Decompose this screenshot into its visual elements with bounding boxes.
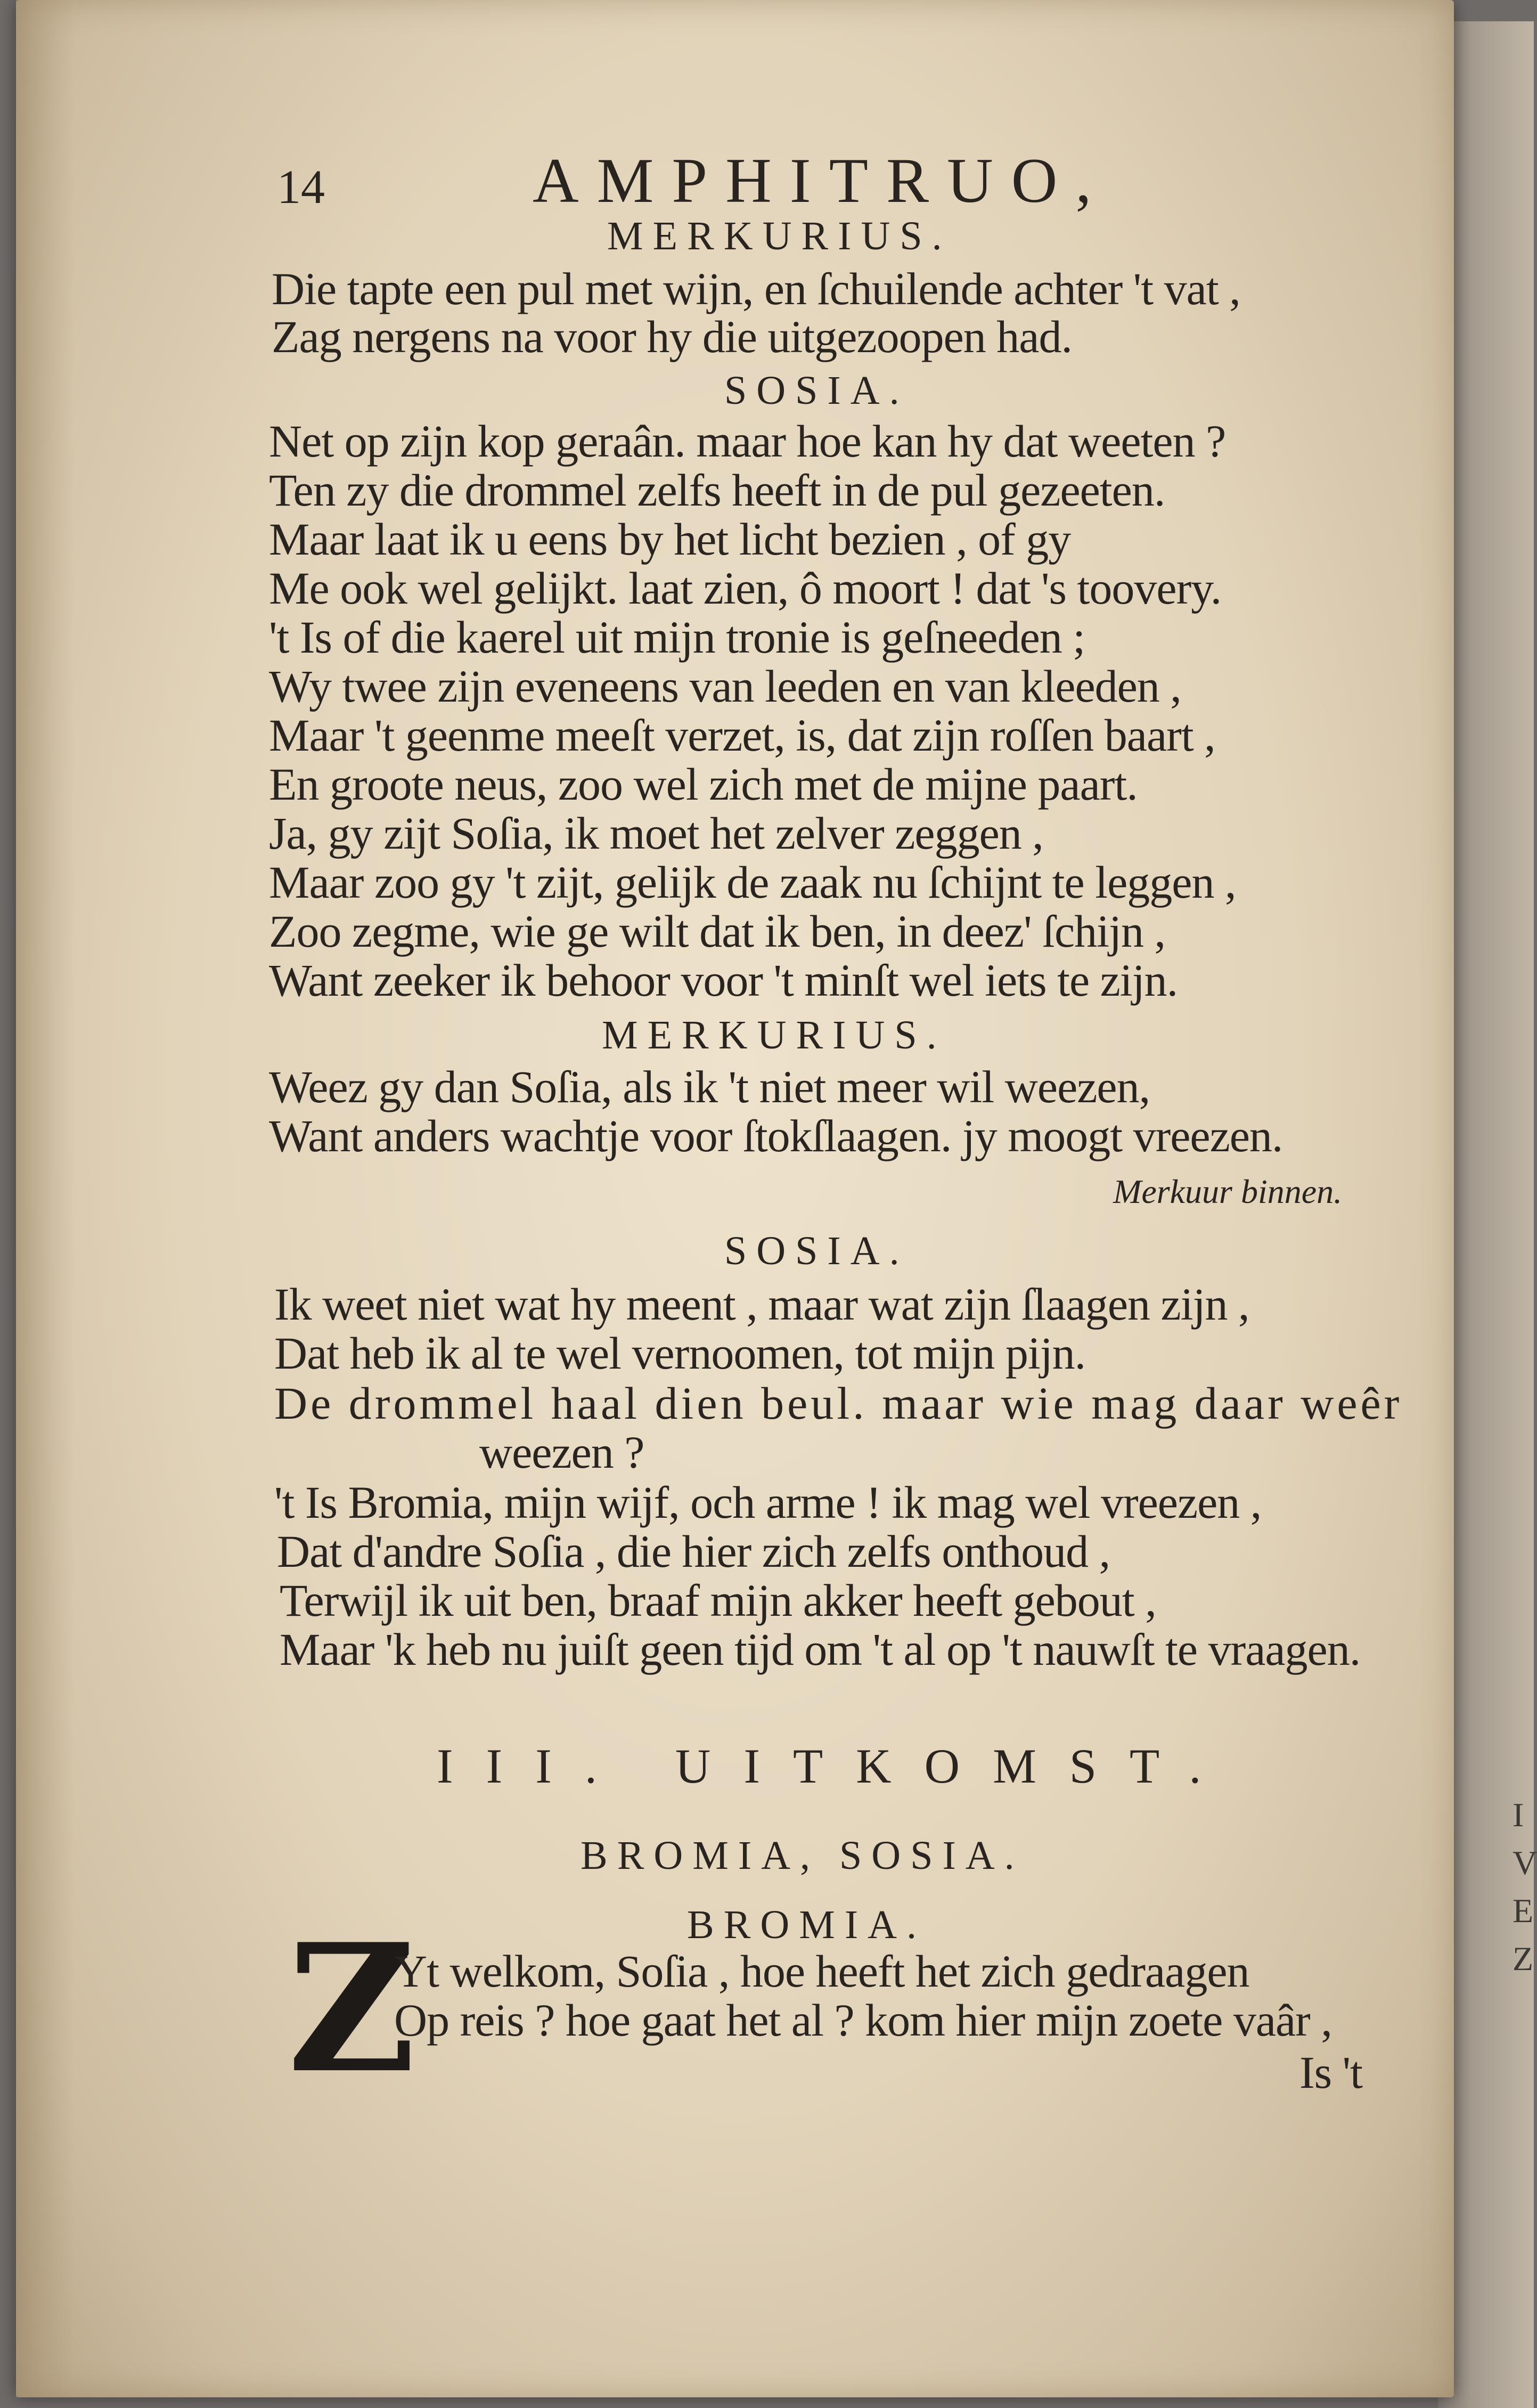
verse-line: Terwijl ik uit ben, braaf mijn akker heeft gebout , [280,1575,1156,1626]
adjacent-page-letter: Z [1513,1940,1534,1978]
adjacent-page-letter: V [1513,1844,1537,1882]
verse-line: Net op zijn kop geraân. maar hoe kan hy dat weeten ? [269,416,1226,467]
verse-line: Ja, gy zijt Soſia, ik moet het zelver zeggen , [269,808,1043,859]
adjacent-page-letter: I [1513,1796,1524,1834]
verse-line: Maar 't geenme meeſt verzet, is, dat zijn roſſen baart , [269,710,1215,761]
speaker-heading: SOSIA. [724,368,909,413]
verse-line: Wy twee zijn eveneens van leeden en van kleeden , [269,661,1181,712]
verse-line: Zoo zegme, wie ge wilt dat ik ben, in deez' ſchijn , [269,906,1165,957]
verse-line: Maar laat ik u eens by het licht bezien , of gy [269,514,1071,565]
scene-title: III. UITKOMST. [437,1739,1234,1793]
verse-line-continuation: weezen ? [479,1427,644,1478]
stage-direction: Merkuur binnen. [1113,1173,1343,1210]
catchword: Is 't [1299,2047,1362,2098]
adjacent-page-letter: E [1513,1892,1534,1930]
drop-cap: Z [288,1905,416,2112]
verse-line: Want anders wachtje voor ſtokſlaagen. jy moogt vreezen. [269,1110,1283,1161]
verse-line: Yt welkom, Soſia , hoe heeft het zich gedraagen [394,1946,1249,1997]
verse-line: Ten zy die drommel zelfs heeft in de pul gezeeten. [269,465,1165,516]
speaker-heading: BROMIA. [687,1902,927,1947]
verse-line: Maar zoo gy 't zijt, gelijk de zaak nu ſchijnt te leggen , [269,857,1236,908]
verse-line: Want zeeker ik behoor voor 't minſt wel iets te zijn. [269,955,1178,1006]
verse-line: De drommel haal dien beul. maar wie mag daar weêr [274,1378,1403,1429]
verse-line: Zag nergens na voor hy die uitgezoopen had. [272,311,1072,362]
verse-line: Op reis ? hoe gaat het al ? kom hier mijn zoete vaâr , [394,1995,1332,2046]
verse-line: 't Is Bromia, mijn wijf, och arme ! ik mag wel vreezen , [274,1477,1262,1528]
running-head: AMPHITRUO, [533,145,1110,216]
verse-line: Maar 'k heb nu juiſt geen tijd om 't al op 't nauwſt te vraagen. [280,1624,1361,1675]
verse-line: Die tapte een pul met wijn, en ſchuilende achter 't vat , [272,263,1240,314]
verse-line: Weez gy dan Soſia, als ik 't niet meer wil weezen, [269,1061,1150,1112]
verse-line: Dat heb ik al te wel vernoomen, tot mijn pijn. [274,1328,1086,1379]
page-number: 14 [277,161,325,214]
speaker-heading: MERKURIUS. [602,1013,946,1057]
verse-line: Ik weet niet wat hy meent , maar wat zijn ſlaagen zijn , [274,1279,1249,1330]
verse-line: Me ook wel gelijkt. laat zien, ô moort ! dat 's toovery. [269,563,1222,614]
verse-line: 't Is of die kaerel uit mijn tronie is geſneeden ; [269,612,1085,663]
speaker-heading: SOSIA. [724,1229,909,1273]
verse-line: En groote neus, zoo wel zich met de mijne paart. [269,759,1138,810]
verse-line: Dat d'andre Soſia , die hier zich zelfs onthoud , [277,1526,1110,1577]
speaker-heading: MERKURIUS. [607,214,952,258]
scene-persons: BROMIA, SOSIA. [581,1833,1024,1878]
